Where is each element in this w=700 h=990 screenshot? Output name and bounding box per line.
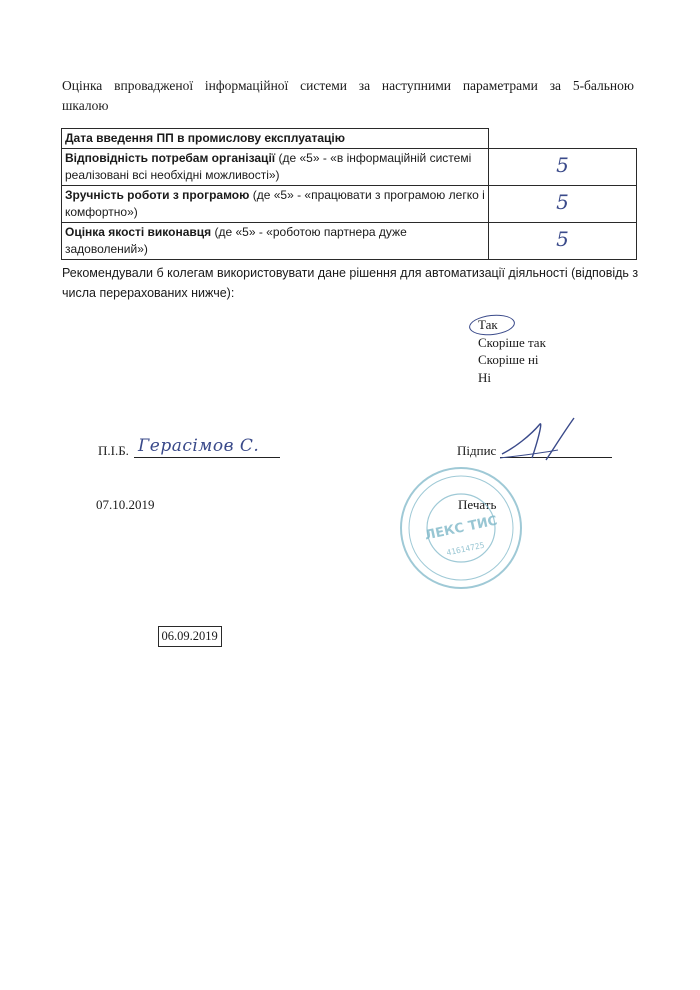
- option-rather-yes: Скоріше так: [478, 334, 546, 350]
- intro-text: Оцінка впровадженої інформаційної системи за наступними параметрами за 5-бальною шкалою: [62, 78, 634, 113]
- row-label: [62, 149, 489, 186]
- row-value: [489, 149, 637, 186]
- pib-underline: [134, 457, 280, 458]
- row-label-rest: (де «5» - «роботою партнера дуже задоволений»): [65, 225, 407, 256]
- row-label-bold: Зручність роботи з програмою: [65, 188, 250, 202]
- option-no: Ні: [478, 369, 491, 385]
- row-label-bold: Відповідність потребам організації: [65, 151, 276, 165]
- handwritten-score: 5: [556, 190, 569, 214]
- option-rather-no: Скоріше ні: [478, 352, 539, 367]
- stamp-label: Печать: [458, 497, 497, 512]
- row-label-bold: Дата введення ПП в промислову експлуатацію: [65, 131, 345, 145]
- table-row: [62, 186, 637, 223]
- pib-label: П.І.Б.: [98, 443, 129, 458]
- handwritten-score: 5: [556, 227, 569, 251]
- row-label: [62, 223, 489, 260]
- option-label: Так: [478, 317, 498, 332]
- recommend-question: Рекомендували б колегам використовувати дане рішення для автоматизації діяльності (відповідь з числа перерахованих нижче):: [62, 266, 639, 300]
- handwritten-score: 5: [556, 153, 569, 177]
- row-label: [62, 129, 489, 149]
- row-label-rest: (де «5» - «в інформаційній системі реалізовані всі необхідні можливості»): [65, 151, 472, 182]
- table-row: [62, 129, 637, 149]
- row-label-bold: Оцінка якості виконавця: [65, 225, 212, 239]
- row-value: [489, 223, 637, 260]
- table-row: [62, 223, 637, 260]
- document-date: 07.10.2019: [96, 497, 155, 512]
- row-label-rest: (де «5» - «працювати з програмою легко і комфортно»): [65, 188, 485, 219]
- signature-label: Підпис: [457, 443, 497, 458]
- stamp-code: 41614725: [445, 540, 486, 558]
- row-value: 06.09.2019: [158, 626, 222, 647]
- table-row: [62, 149, 637, 186]
- row-value: [489, 186, 637, 223]
- company-stamp: [396, 462, 526, 594]
- option-yes: [478, 316, 546, 334]
- stamp-name: ЛЕКС ТИС: [423, 513, 499, 544]
- answer-options: [478, 316, 546, 386]
- row-label: [62, 186, 489, 223]
- handwritten-name: Герасімов С.: [138, 436, 260, 456]
